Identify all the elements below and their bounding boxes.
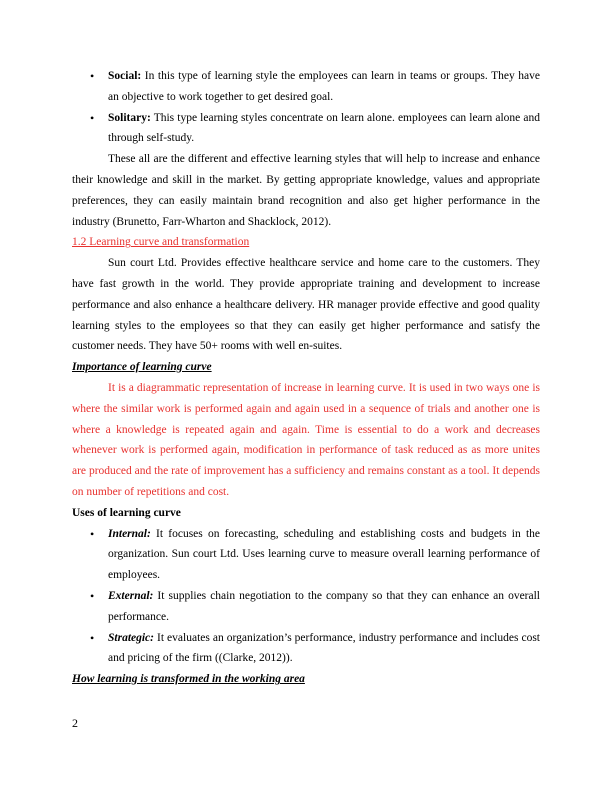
list-item-term: Social: <box>108 70 142 82</box>
document-page <box>72 66 540 690</box>
section-heading: 1.2 Learning curve and transformation <box>72 236 250 249</box>
list-item-internal <box>72 524 540 586</box>
list-item-text: It supplies chain negotiation to the company so that they can enhance an overall performance. <box>108 589 540 623</box>
company-paragraph: Sun court Ltd. Provides effective healthcare service and home care to the customers. They have fast growth in the world. They provide appropriate training and development to increase performance and also enhance a healthcare delivery. HR manager provide effective and good quality learning styles to the employees so that they can easily get higher performance and satisfy the customer needs. They have 50+ rooms with well en-suites. <box>72 257 540 353</box>
transform-heading: How learning is transformed in the working area <box>72 673 305 686</box>
list-item-text: In this type of learning style the employees can learn in teams or groups. They have an objective to work together to get desired goal. <box>108 70 540 103</box>
uses-list <box>72 524 540 670</box>
bullet-icon: • <box>90 588 95 603</box>
bullet-icon: • <box>90 69 95 83</box>
list-item-text: This type learning styles concentrate on learn alone. employees can learn alone and through self-study. <box>108 111 540 145</box>
list-item-external <box>72 586 540 628</box>
list-item-social <box>72 66 540 108</box>
list-item-text: It evaluates an organization’s performance, industry performance and includes cost and pricing of the firm ((Clarke, 2012)). <box>108 631 540 665</box>
bullet-icon: • <box>90 526 95 541</box>
list-item-term: Internal: <box>108 527 151 540</box>
list-item-term: Solitary: <box>108 111 151 124</box>
learning-styles-list <box>72 66 540 149</box>
importance-heading: Importance of learning curve <box>72 361 212 374</box>
importance-paragraph: It is a diagrammatic representation of increase in learning curve. It is used in two ways one is where the similar work is performed again and again used in a sequence of trials and another one is where a knowledge is repeated again and again. Time is essential to do a work and decreases whenever work is performed again, modification in performance of task reduced as as more unites are produced and the rate of improvement has a sufficiency and remains constant as a tool. It depends on number of repetitions and cost. <box>72 381 540 498</box>
bullet-icon: • <box>90 110 95 125</box>
page-number: 2 <box>72 716 78 730</box>
list-item-strategic <box>72 628 540 670</box>
summary-paragraph: These all are the different and effective learning styles that will help to increase and enhance their knowledge and skill in the market. By getting appropriate knowledge, values and appropriate preferences, they can easily maintain brand recognition and also get higher performance in the industry (Brunetto, Farr-Wharton and Shacklock, 2012). <box>72 153 540 228</box>
list-item-term: External: <box>108 589 154 602</box>
list-item-term: Strategic: <box>108 631 154 644</box>
uses-heading: Uses of learning curve <box>72 506 181 519</box>
bullet-icon: • <box>90 630 95 645</box>
list-item-text: It focuses on forecasting, scheduling and establishing costs and budgets in the organization. Sun court Ltd. Uses learning curve to measure overall learning performance of employees. <box>108 527 540 582</box>
list-item-solitary <box>72 108 540 150</box>
